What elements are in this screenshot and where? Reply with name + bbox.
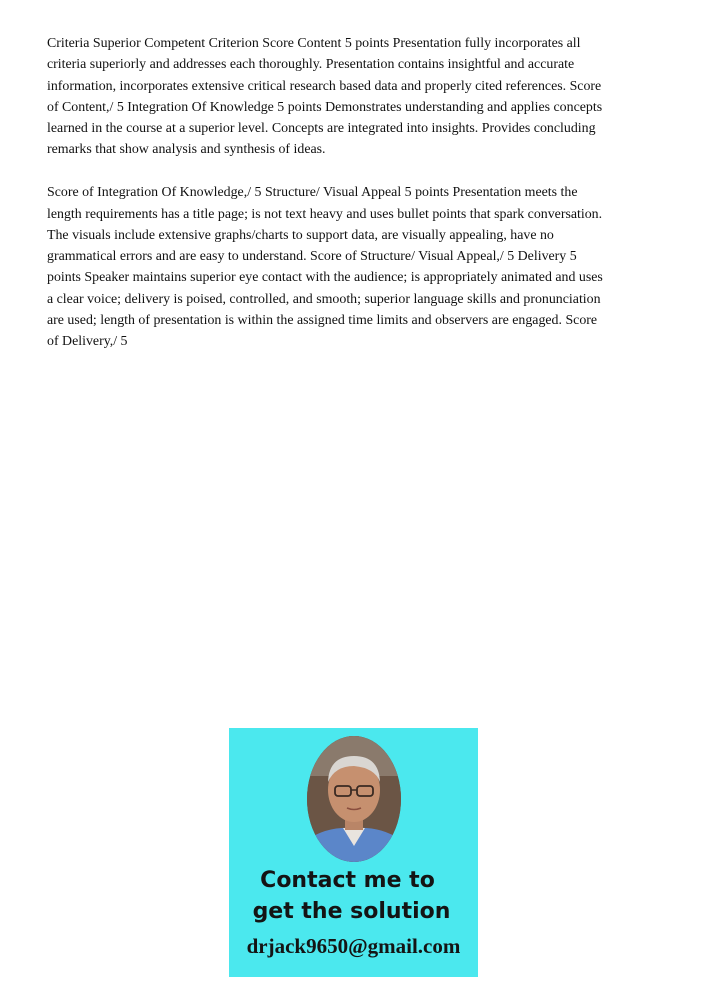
paragraph-2: Score of Integration Of Knowledge,/ 5 Structure/ Visual Appeal 5 points Presentation meets the length requirements has a title page; is not text heavy and uses bullet points that spark conversation. The visuals include extensive graphs/charts to support data, are visually appealing, have no grammatical errors and are easy to understand. Score of Structure/ Visual Appeal,/ 5 Delivery 5 points Speaker maintains superior eye contact with the audience; is appropriately animated and uses a clear voice; delivery is poised, controlled, and smooth; superior language skills and pronunciation are used; length of presentation is within the assigned time limits and observers are engaged. Score of Delivery,/ 5 [47, 185, 603, 350]
document-body [47, 33, 607, 374]
contact-promo-banner[interactable] [229, 728, 478, 977]
contact-email[interactable]: drjack9650@gmail.com [246, 934, 461, 958]
paragraph-1: Criteria Superior Competent Criterion Score Content 5 points Presentation fully incorporates all criteria superiorly and addresses each thoroughly. Presentation contains insightful and accurate information, incorporates extensive critical research based data and properly cited references. Score of Content,/ 5 Integration Of Knowledge 5 points Demonstrates understanding and applies concepts learned in the course at a superior level. Concepts are integrated into insights. Provides concluding remarks that show analysis and synthesis of ideas. [47, 36, 603, 158]
cta-line-2: get the solution [252, 899, 451, 924]
author-portrait [307, 736, 401, 862]
cta-line-1: Contact me to [260, 868, 435, 893]
